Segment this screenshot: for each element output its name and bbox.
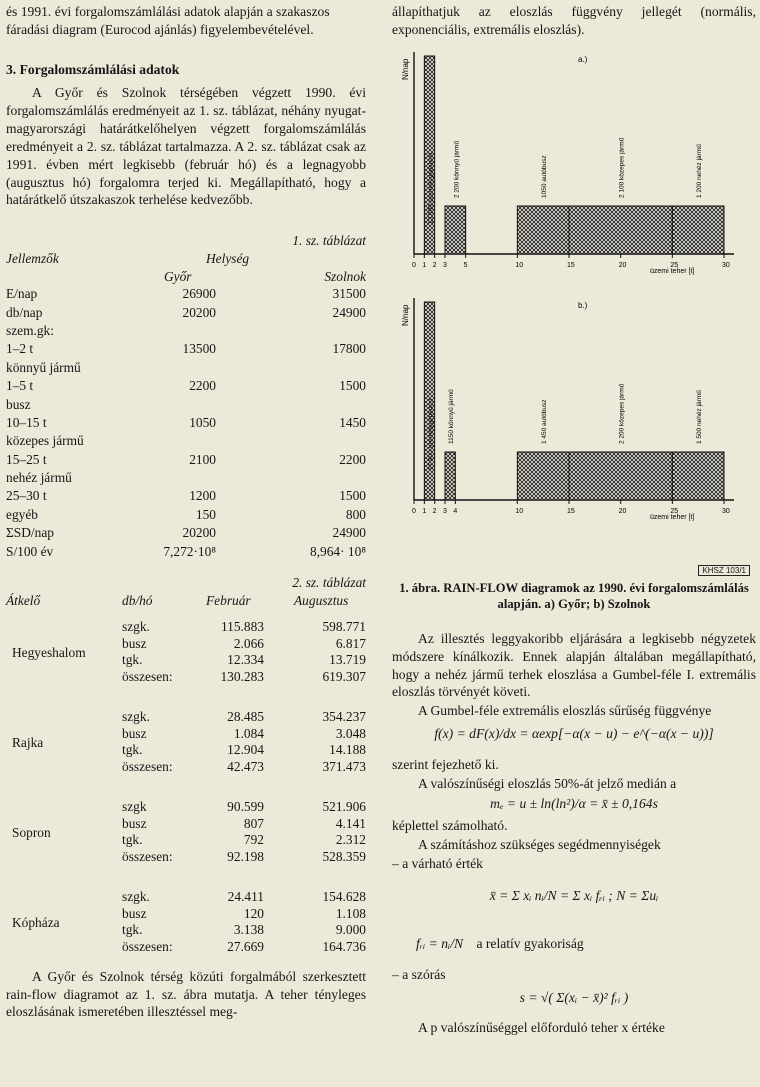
table-cell: tgk. [122, 832, 143, 847]
table-cell: 2200 [339, 451, 366, 467]
x-tick-label: 30 [722, 508, 730, 515]
x-tick-label: 15 [567, 508, 575, 515]
table-row [6, 906, 366, 923]
table-cell [146, 395, 216, 413]
formula-relative-frequency: fᵣᵢ = nᵢ/N [416, 936, 464, 951]
formula-mean: x̄ = Σ xᵢ nᵢ/N = Σ xᵢ fᵣᵢ ; N = Σuᵢ [489, 888, 659, 903]
table-2-h-dbho: db/hó [122, 593, 153, 608]
table-cell [216, 359, 366, 377]
table-2 [6, 575, 366, 961]
x-tick-label: 2 [432, 262, 437, 269]
table-cell [146, 322, 216, 340]
table-cell: 27.669 [227, 938, 264, 954]
table-row [6, 922, 366, 939]
table-cell: db/nap [6, 304, 43, 320]
table-row [6, 849, 366, 866]
table-cell: 3.048 [335, 725, 366, 741]
table-row [6, 652, 366, 669]
table-cell: szgk. [122, 709, 150, 724]
table-cell: busz [122, 635, 147, 651]
table-2-h-aug: Augusztus [294, 593, 349, 608]
right-text-3: szerint fejezhető ki. [392, 757, 499, 772]
table-row [6, 377, 366, 395]
table-cell: 26900 [182, 286, 216, 302]
table-1-group-label: Helység [206, 251, 250, 266]
x-tick-label: 3 [443, 262, 447, 269]
table-row [6, 469, 366, 487]
table-row [6, 395, 366, 413]
table-cell: 15–25 t [6, 451, 47, 467]
x-tick-label: 5 [463, 262, 468, 269]
table-cell: busz [122, 815, 147, 831]
bar-label: 1 200 nehéz jármű [696, 144, 704, 198]
bar-label: 2 200 közepes jármű [618, 383, 626, 444]
table-cell [216, 432, 366, 450]
chart-bar [672, 206, 724, 254]
chart-bar [445, 452, 455, 500]
crossing-name: Sopron [12, 825, 51, 840]
table-row [6, 816, 366, 833]
table-cell [146, 359, 216, 377]
bar-label: 1 500 nehéz jármű [696, 390, 704, 444]
right-paragraph-2: A Gumbel-féle extremális eloszlás sűrűség függvénye [418, 703, 712, 718]
table-cell: ΣSD/nap [6, 525, 54, 541]
x-tick-label: 25 [670, 262, 679, 269]
table-cell: 3.138 [233, 922, 264, 937]
table-2-h-atkelo: Átkelő [6, 593, 41, 608]
table-row [6, 742, 366, 759]
formula-density: f(x) = dF(x)/dx = αexp[−α(x − u) − e^(−α(x − u))] [434, 726, 714, 741]
x-tick-label: 2 [432, 508, 437, 515]
table-row [6, 939, 366, 956]
table-cell: 1450 [339, 414, 366, 430]
table-cell: busz [122, 725, 147, 741]
table-cell: összesen: [122, 668, 173, 684]
table-cell: 1–2 t [6, 341, 34, 357]
crossing-name: Kópháza [12, 915, 60, 930]
y-axis-label: N/nap [401, 58, 410, 80]
formula-median: mₑ = u ± ln(ln²)/α = x̄ ± 0,164s [490, 796, 658, 811]
bar-label: 1 450 autóbusz [541, 399, 549, 444]
paragraph-1: A Győr és Szolnok térségében végzett 1990. évi forgalomszámlálás eredményeit az 1. sz. táblázat, néhány nyugat-magyarországi határátkelőhelyen végzett forgalomszámlálás eredményeit a 2. sz. táblázat tartalmazza. A 2. sz. táblázat csak az 1991. évben mért legkisebb (február hó) és a legnagyobb (augusztus hó) forgalomra terjed ki. Megállapítható, hogy a határátkelő útszakaszok terhelése kedvezőbb. [6, 85, 366, 208]
bar-label: 17 800 személygépkocsi [427, 398, 435, 470]
table-cell: 800 [345, 506, 366, 522]
table-cell: 90.599 [227, 799, 264, 814]
table-2-h-feb: Február [206, 593, 251, 608]
table-row [6, 506, 366, 524]
table-cell [216, 469, 366, 487]
table-cell: 14.188 [329, 742, 366, 757]
x-tick-label: 10 [515, 508, 524, 515]
table-cell: 8,964· 10⁸ [310, 543, 366, 559]
table-cell: közepes jármű [6, 433, 84, 449]
right-text-5: képlettel számolható. [392, 818, 508, 833]
chart-bar [445, 206, 466, 254]
panel-label: a.) [578, 55, 588, 64]
table-cell: 28.485 [227, 709, 264, 724]
table-cell: összesen: [122, 938, 173, 954]
table-1-body [6, 285, 366, 561]
table-cell: 154.628 [322, 889, 366, 904]
table-cell: 4.141 [335, 815, 366, 831]
table-2-body [6, 619, 366, 961]
x-axis-label: üzemi teher [t] [650, 268, 695, 275]
bar-label: 13 500 személygépkocsi [427, 152, 435, 224]
table-cell: 25–30 t [6, 488, 47, 504]
table-row [6, 432, 366, 450]
table-cell: tgk. [122, 742, 143, 757]
chart-bar [569, 206, 672, 254]
table-cell: 2200 [189, 378, 216, 394]
table-cell: 20200 [182, 304, 216, 320]
table-cell: tgk. [122, 652, 143, 667]
table-row [6, 669, 366, 686]
table-cell [216, 322, 366, 340]
table-row [6, 524, 366, 542]
rainflow-figure [392, 44, 756, 564]
table-cell: 130.283 [220, 668, 264, 684]
x-tick-label: 1 [422, 508, 427, 515]
paragraph-2: A Győr és Szolnok térség közúti forgalmából szerkesztett rain-flow diagramot az 1. sz. ábra mutatja. A teher tényleges eloszlásának ismeretében illesztéssel meg- [6, 969, 366, 1020]
x-tick-label: 4 [453, 508, 458, 515]
chart-bar [517, 206, 569, 254]
x-tick-label: 25 [670, 508, 679, 515]
x-tick-label: 0 [412, 262, 416, 269]
table-row [6, 799, 366, 816]
table-row [6, 451, 366, 469]
panel-label: b.) [578, 301, 588, 310]
table-cell: 1200 [189, 488, 216, 504]
table-cell: összesen: [122, 758, 173, 774]
y-axis-label: N/nap [401, 304, 410, 326]
right-text-8: a relatív gyakoriság [476, 936, 584, 951]
table-cell: 2.066 [233, 635, 264, 651]
right-text-6: A számításhoz szükséges segédmennyiségek [418, 837, 661, 852]
table-row [6, 359, 366, 377]
table-cell: E/nap [6, 286, 38, 302]
table-cell [146, 469, 216, 487]
table-1 [6, 233, 366, 561]
table-row [6, 759, 366, 776]
table-row [6, 487, 366, 505]
table-row [6, 619, 366, 636]
x-tick-label: 10 [515, 262, 524, 269]
table-cell: 807 [243, 815, 264, 831]
table-cell: 619.307 [322, 668, 366, 684]
table-row [6, 303, 366, 321]
table-cell: szem.gk: [6, 322, 54, 338]
table-cell: 150 [195, 506, 216, 522]
table-cell: 24.411 [227, 889, 264, 904]
table-cell: 115.883 [220, 619, 264, 634]
crossing-group [6, 709, 366, 799]
table-cell: 92.198 [227, 848, 264, 864]
crossing-name: Hegyeshalom [12, 645, 86, 660]
x-tick-label: 20 [618, 262, 627, 269]
bar-label: 1050 autóbusz [541, 155, 549, 198]
x-tick-label: 1 [422, 262, 427, 269]
table-row [6, 414, 366, 432]
table-1-col-szolnok: Szolnok [324, 269, 366, 284]
table-row [6, 322, 366, 340]
table-row [6, 542, 366, 560]
table-cell: 7,272·10⁸ [163, 543, 216, 559]
table-1-col-label: Jellemzők [6, 251, 59, 266]
table-cell: 1–5 t [6, 378, 34, 394]
figure-caption: 1. ábra. RAIN-FLOW diagramok az 1990. évi forgalomszámlálás alapján. a) Győr; b) Szolnok [399, 581, 749, 611]
table-cell: busz [122, 905, 147, 921]
table-cell: tgk. [122, 922, 143, 937]
table-cell: 371.473 [322, 758, 366, 774]
table-row [6, 726, 366, 743]
x-axis-label: üzemi teher [t] [650, 514, 695, 521]
table-cell: 792 [243, 832, 264, 847]
table-row [6, 636, 366, 653]
table-cell: 9.000 [335, 922, 366, 937]
table-cell: busz [6, 396, 31, 412]
table-row [6, 285, 366, 303]
table-cell: egyéb [6, 506, 38, 522]
table-1-col-gyor: Győr [164, 269, 192, 284]
chart-bar [569, 452, 672, 500]
table-cell: 521.906 [322, 799, 366, 814]
crossing-group [6, 799, 366, 889]
x-tick-label: 20 [618, 508, 627, 515]
table-cell: 354.237 [322, 709, 366, 724]
intro-line-1: és 1991. évi forgalomszámlálási adatok alapján a szakaszos [6, 4, 330, 19]
relative-frequency-line [416, 936, 584, 952]
chart-bar [517, 452, 569, 500]
x-tick-label: 15 [567, 262, 575, 269]
section-heading: 3. Forgalomszámlálási adatok [6, 62, 180, 77]
table-cell: szgk [122, 799, 147, 814]
chart-bar [672, 452, 724, 500]
table-cell: 1500 [339, 488, 366, 504]
table-cell: 24900 [332, 525, 366, 541]
table-2-title: 2. sz. táblázat [292, 575, 366, 590]
figure-code-box [698, 560, 750, 578]
table-cell [146, 432, 216, 450]
table-cell: 31500 [332, 286, 366, 302]
bar-label: 2 100 közepes jármű [618, 137, 626, 198]
table-cell: szgk. [122, 619, 150, 634]
table-row [6, 709, 366, 726]
x-tick-label: 3 [443, 508, 447, 515]
table-cell: 528.359 [322, 848, 366, 864]
right-text-9: – a szórás [392, 967, 446, 982]
bar-label: 1150 könnyű jármű [448, 389, 456, 444]
right-text-4: A valószínűségi eloszlás 50%-át jelző medián a [418, 776, 677, 791]
table-cell: 10–15 t [6, 414, 47, 430]
table-cell: 6.817 [335, 635, 366, 651]
table-cell: 2100 [189, 451, 216, 467]
table-cell: 1.108 [335, 905, 366, 921]
table-cell: 13500 [182, 341, 216, 357]
crossing-group [6, 619, 366, 709]
table-row [6, 340, 366, 358]
table-cell: 13.719 [329, 652, 366, 667]
table-row [6, 889, 366, 906]
table-1-title: 1. sz. táblázat [292, 233, 366, 248]
crossing-group [6, 889, 366, 961]
crossing-name: Rajka [12, 735, 44, 750]
table-row [6, 832, 366, 849]
table-cell: 17800 [332, 341, 366, 357]
table-cell: 1500 [339, 378, 366, 394]
table-cell: összesen: [122, 848, 173, 864]
table-cell: 20200 [182, 525, 216, 541]
right-paragraph-1: Az illesztés leggyakoribb eljárására a legkisebb négyzetek módszere kínálkozik. Ennek alapján általában megállapítható, hogy a nehéz jármű terhek eloszlása a Gumbel-féle I. extremális eloszlás törvényét követi. [392, 631, 756, 700]
right-intro: állapíthatjuk az eloszlás függvény jellegét (normális, exponenciális, extremális eloszlás). [392, 4, 756, 38]
right-text-10: A p valószínűséggel előforduló teher x értéke [418, 1020, 665, 1035]
figure-code: KHSZ 103/1 [698, 565, 750, 576]
table-cell: 12.334 [227, 652, 264, 667]
table-cell: 1050 [189, 414, 216, 430]
table-cell: könnyű jármű [6, 359, 81, 375]
table-cell: 164.736 [322, 938, 366, 954]
table-cell: 120 [243, 905, 264, 921]
table-cell [216, 395, 366, 413]
intro-line-2: fáradási diagram (Eurocod ajánlás) figyelembevételével. [6, 22, 314, 37]
bar-label: 2 200 könnyű jármű [453, 140, 461, 198]
table-cell: 24900 [332, 304, 366, 320]
table-cell: nehéz jármű [6, 470, 72, 486]
table-cell: S/100 év [6, 543, 54, 559]
table-cell: 598.771 [322, 619, 366, 634]
table-cell: 12.904 [227, 742, 264, 757]
right-text-7: – a várható érték [392, 856, 483, 871]
x-tick-label: 30 [722, 262, 730, 269]
x-tick-label: 0 [412, 508, 416, 515]
table-cell: szgk. [122, 889, 150, 904]
table-cell: 1.084 [233, 725, 264, 741]
formula-std: s = √( Σ(xᵢ − x̄)² fᵣᵢ ) [519, 990, 629, 1005]
table-cell: 2.312 [335, 832, 366, 847]
table-cell: 42.473 [227, 758, 264, 774]
